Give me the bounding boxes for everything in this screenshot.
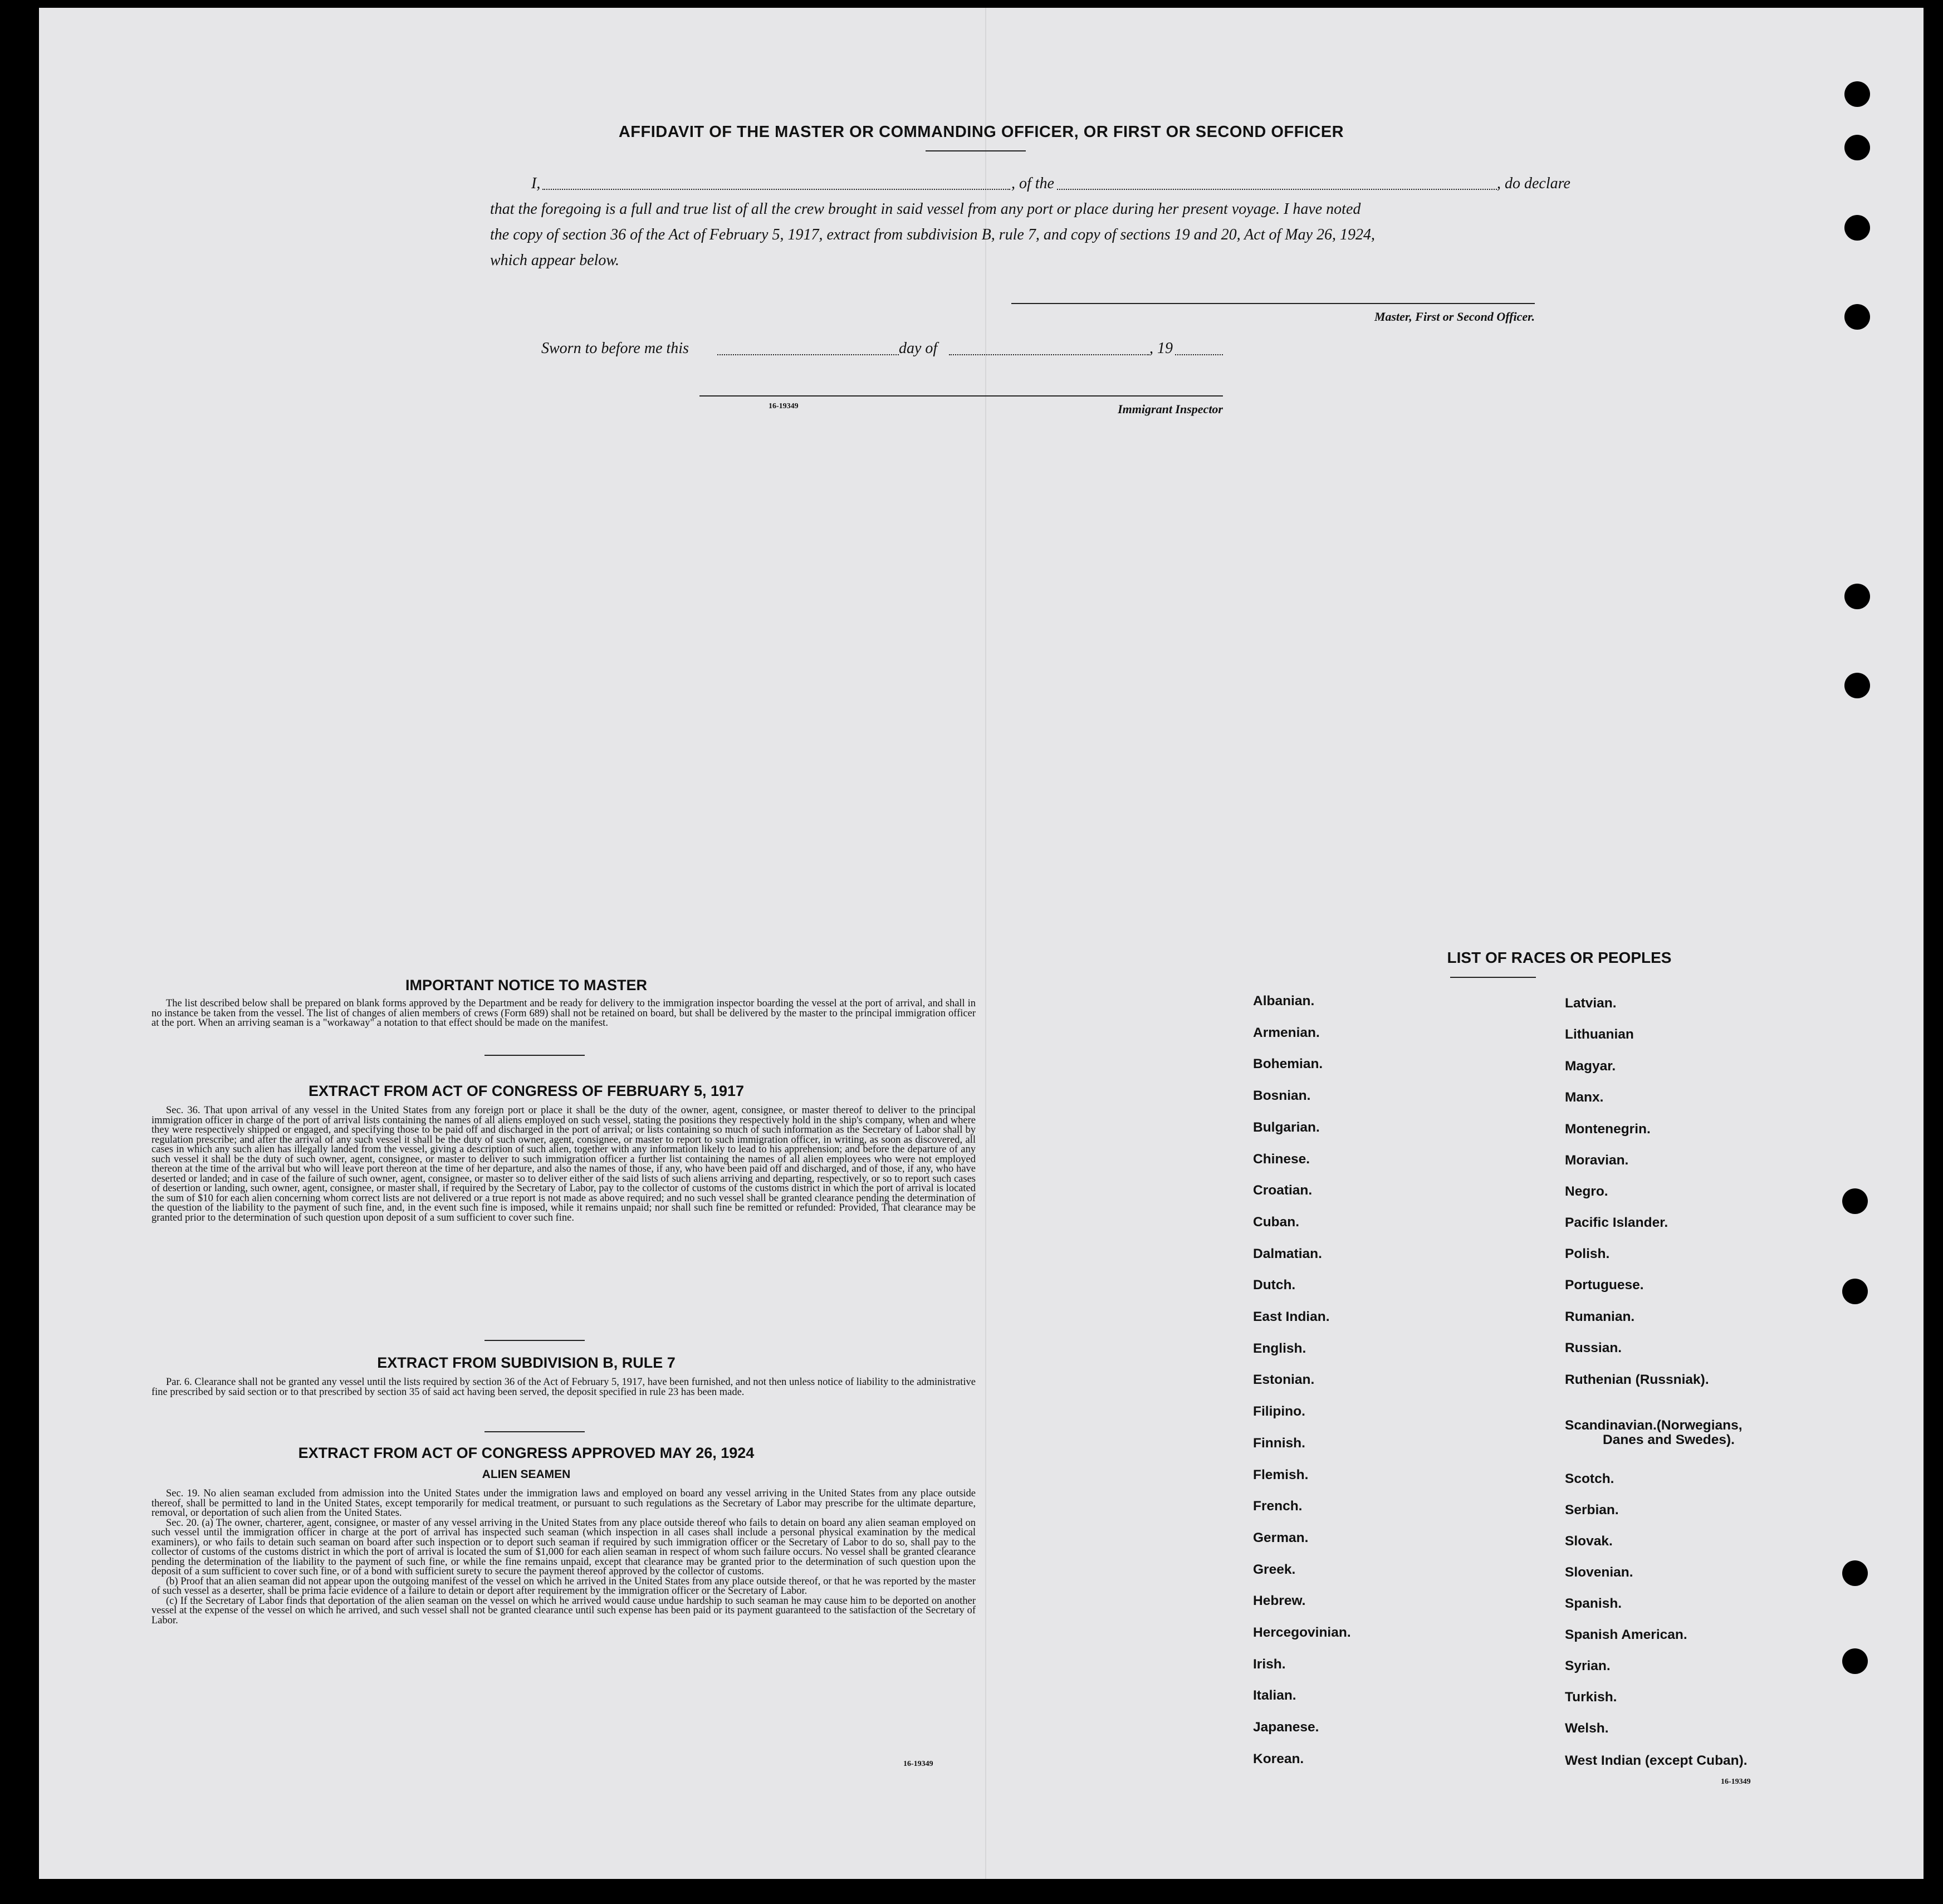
race-item: Portuguese.: [1565, 1278, 1644, 1293]
extract-rule7-text: [151, 1378, 976, 1397]
section-divider: [484, 1340, 585, 1341]
punch-hole: [1842, 1648, 1868, 1674]
race-item: Albanian.: [1253, 993, 1315, 1009]
punch-hole: [1844, 304, 1870, 330]
race-item: Spanish American.: [1565, 1627, 1687, 1642]
sec19-paragraph: Sec. 19. No alien seaman excluded from admission into the United States under the immigration laws and employed on board any vessel arriving in the United States from any place outside thereof, shall be permitted to land in the United States, except temporarily for medical treatment, or pursuant to such regulations as the Secretary of Labor may prescribe for the ultimate departure, removal, or deportation of such alien from the United States.: [151, 1488, 976, 1519]
race-item: Manx.: [1565, 1090, 1604, 1105]
inspector-signature-line[interactable]: [699, 395, 1223, 397]
punch-hole: [1844, 215, 1870, 241]
races-form-number: 16-19349: [1721, 1778, 1751, 1786]
affidavit-body-line: that the foregoing is a full and true list of all the crew brought in said vessel from any port or place during her present voyage. I have noted: [490, 200, 1361, 218]
extract-rule7-heading: EXTRACT FROM SUBDIVISION B, RULE 7: [377, 1354, 676, 1371]
sworn-month-field[interactable]: [949, 354, 1149, 355]
punch-hole: [1842, 1279, 1868, 1304]
race-item: Polish.: [1565, 1246, 1610, 1261]
race-item: Dalmatian.: [1253, 1246, 1322, 1261]
race-item: Japanese.: [1253, 1720, 1319, 1735]
year-prefix-label: , 19: [1149, 340, 1173, 357]
race-item: Russian.: [1565, 1340, 1622, 1355]
races-heading: LIST OF RACES OR PEOPLES: [1447, 949, 1672, 966]
race-item: Flemish.: [1253, 1467, 1309, 1482]
affidavit-i-label: I,: [531, 175, 541, 192]
race-item: Welsh.: [1565, 1721, 1609, 1736]
inspector-caption: Immigrant Inspector: [1118, 402, 1223, 416]
section-divider: [484, 1431, 585, 1432]
race-item: Slovenian.: [1565, 1565, 1633, 1580]
race-item: Cuban.: [1253, 1215, 1300, 1230]
race-item: Korean.: [1253, 1751, 1304, 1766]
race-item: Serbian.: [1565, 1502, 1619, 1518]
punch-hole: [1844, 673, 1870, 698]
document-sheet: [39, 8, 1924, 1879]
race-item: Greek.: [1253, 1562, 1296, 1577]
race-item: Filipino.: [1253, 1404, 1305, 1419]
punch-hole: [1842, 1560, 1868, 1586]
affidavit-form-number: 16-19349: [769, 402, 799, 410]
races-underline: [1450, 977, 1536, 978]
race-item: Slovak.: [1565, 1534, 1613, 1549]
race-item: Hebrew.: [1253, 1593, 1306, 1608]
race-item: Estonian.: [1253, 1372, 1315, 1387]
punch-hole: [1844, 584, 1870, 609]
day-of-label: day of: [899, 340, 938, 357]
notice-heading: IMPORTANT NOTICE TO MASTER: [405, 977, 647, 993]
race-item: Finnish.: [1253, 1436, 1305, 1451]
race-item: English.: [1253, 1341, 1306, 1356]
race-item: Armenian.: [1253, 1025, 1320, 1040]
declarant-name-field[interactable]: [542, 189, 1010, 190]
sec36-paragraph: Sec. 36. That upon arrival of any vessel in the United States from any foreign port or place it shall be the duty of the owner, agent, consignee, or master thereof to deliver to the principal immigration officer in charge of the port of arrival lists containing the names of all aliens employed on such vessel, stating the positions they respectively hold in the ship's company, when and where they were respectively shipped or engaged, and specifying those to be paid off and discharged in the port of arrival; or lists containing so much of such information as the Secretary of Labor shall by regulation prescribe; and after the arrival of any such vessel it shall be the duty of such owner, agent, consignee, or master to report to such immigration officer, in writing, as soon as discovered, all cases in which any such alien has illegally landed from the vessel, giving a description of such alien, together with any information likely to lead to his apprehension; and before the departure of any such vessel it shall be the duty of such owner, agent, consignee, or master to deliver to such immigration officer a further list containing the names of all alien employees who were not employed thereon at the time of the arrival but who will leave port thereon at the time of her departure, and also the names of those, if any, who have been paid off and discharged, and of those, if any, who have deserted or landed; and in case of the failure of such owner, agent, consignee, or master so to deliver either of the said lists of such aliens arriving and departing, respectively, or so to report such cases of desertion or landing, such owner, agent, consignee, or master shall, if required by the Secretary of Labor, pay to the collector of customs of the customs district in which the port of arrival is located the sum of $10 for each alien concerning whom correct lists are not delivered or a true report is not made as above required; and no such vessel shall be granted clearance pending the determination of the question of the liability to the payment of such fine, and, in the event such fine is imposed, while it remains unpaid; nor shall such fine be remitted or refunded: Provided, That clearance may be granted prior to the determination of such question upon deposit of a sum sufficient to cover such fine.: [151, 1105, 976, 1223]
affidavit-title: AFFIDAVIT OF THE MASTER OR COMMANDING OFFICER, OR FIRST OR SECOND OFFICER: [618, 123, 1344, 141]
race-item: Irish.: [1253, 1657, 1286, 1672]
race-item: Turkish.: [1565, 1690, 1617, 1705]
race-item: Spanish.: [1565, 1596, 1622, 1611]
race-item: Negro.: [1565, 1184, 1608, 1199]
race-item: Croatian.: [1253, 1183, 1313, 1198]
extract-1924-text: [151, 1489, 976, 1626]
master-signature-line[interactable]: [1011, 303, 1535, 304]
race-item: French.: [1253, 1499, 1303, 1514]
race-item: Danes and Swedes).: [1603, 1432, 1735, 1447]
sec20b-paragraph: (b) Proof that an alien seaman did not appear upon the outgoing manifest of the vessel on which he arrived in the United States from any place outside thereof, or that he was reported by the master of such vessel as a deserter, shall be prima facie evidence of a failure to detain or deport after requirement by the immigration officer or the Secretary of Labor.: [151, 1575, 976, 1597]
par6-paragraph: Par. 6. Clearance shall not be granted any vessel until the lists required by section 36 of the Act of February 5, 1917, have been furnished, and not then unless notice of liability to the administrative fine prescribed by said section or to that prescribed by section 35 of said act having been served, the deposit specified in rule 23 has been made.: [151, 1377, 976, 1398]
race-item: Bulgarian.: [1253, 1120, 1320, 1135]
sworn-day-field[interactable]: [717, 354, 899, 355]
sworn-year-field[interactable]: [1175, 354, 1223, 355]
race-item: Montenegrin.: [1565, 1122, 1651, 1137]
sworn-label: Sworn to before me this: [541, 340, 689, 357]
extract-1917-text: [151, 1106, 976, 1223]
punch-hole: [1842, 1188, 1868, 1214]
extract-1924-heading: EXTRACT FROM ACT OF CONGRESS APPROVED MAY 26, 1924: [298, 1445, 755, 1461]
race-item: Syrian.: [1565, 1658, 1611, 1673]
affidavit-body-line: the copy of section 36 of the Act of February 5, 1917, extract from subdivision B, rule 7, and copy of sections 19 and 20, Act of May 26, 1924,: [490, 226, 1376, 243]
notice-text: [151, 999, 976, 1029]
vessel-name-field[interactable]: [1057, 189, 1497, 190]
alien-seamen-subheading: ALIEN SEAMEN: [482, 1468, 571, 1481]
race-item: Scandinavian.(Norwegians,: [1565, 1418, 1743, 1433]
race-item: Dutch.: [1253, 1278, 1296, 1293]
race-item: Pacific Islander.: [1565, 1215, 1668, 1230]
race-item: West Indian (except Cuban).: [1565, 1753, 1748, 1768]
punch-hole: [1844, 81, 1870, 107]
affidavit-of-label: , of the: [1011, 175, 1054, 192]
extract-1917-heading: EXTRACT FROM ACT OF CONGRESS OF FEBRUARY 5, 1917: [308, 1083, 745, 1099]
race-item: Rumanian.: [1565, 1309, 1635, 1324]
race-item: Bohemian.: [1253, 1056, 1323, 1071]
race-item: Bosnian.: [1253, 1088, 1311, 1103]
extract-form-number: 16-19349: [903, 1760, 933, 1768]
notice-paragraph: The list described below shall be prepared on blank forms approved by the Department and be ready for delivery to the immigration inspector boarding the vessel at the port of arrival, and shall in no instance be taken from the vessel. The list of changes of alien members of crews (Form 689) shall not be retained on board, but shall be delivered by the master to the principal immigration officer at the port. When an arriving seaman is a "workaway" a notation to that effect should be made on the manifest.: [151, 998, 976, 1029]
race-item: Chinese.: [1253, 1152, 1310, 1167]
sec20a-paragraph: Sec. 20. (a) The owner, charterer, agent, consignee, or master of any vessel arriving in the United States from any place outside thereof who fails to detain on board any alien seaman employed on such vessel until the immigration officer in charge at the port of arrival has inspected such seaman (which inspection in all cases shall include a personal physical examination by the medical examiners), or who fails to detain such seaman on board after such inspection or to deport such seaman if required by such immigration officer or the Secretary of Labor to do so, shall pay to the collector of customs of the customs district in which the port of arrival is located the sum of $1,000 for each alien seaman in respect of whom such failure occurs. No vessel shall be granted clearance pending the determination of the liability to the payment of such fine, or while the fine remains unpaid, except that clearance may be granted prior to the determination of such question upon the deposit of a sum sufficient to cover such fine, or of a bond with sufficient surety to secure the payment thereof approved by the collector of customs.: [151, 1517, 976, 1577]
race-item: Italian.: [1253, 1688, 1296, 1703]
center-fold: [985, 8, 986, 1879]
master-caption: Master, First or Second Officer.: [1374, 310, 1535, 324]
race-item: German.: [1253, 1530, 1309, 1545]
affidavit-body-line: which appear below.: [490, 252, 620, 269]
title-underline: [926, 150, 1026, 151]
race-item: Moravian.: [1565, 1153, 1629, 1168]
race-item: Lithuanian: [1565, 1027, 1634, 1042]
race-item: East Indian.: [1253, 1309, 1330, 1324]
race-item: Latvian.: [1565, 996, 1617, 1011]
section-divider: [484, 1055, 585, 1056]
race-item: Magyar.: [1565, 1059, 1616, 1074]
race-item: Ruthenian (Russniak).: [1565, 1372, 1709, 1387]
sec20c-paragraph: (c) If the Secretary of Labor finds that deportation of the alien seaman on the vessel on which he arrived would cause undue hardship to such seaman he may cause him to be deported on another vessel at the expense of the vessel on which he arrived, and such vessel shall not be granted clearance until such expense has been paid or its payment guaranteed to the satisfaction of the Secretary of Labor.: [151, 1595, 976, 1626]
race-item: Hercegovinian.: [1253, 1625, 1351, 1640]
affidavit-declare-label: , do declare: [1497, 175, 1570, 192]
race-item: Scotch.: [1565, 1471, 1614, 1486]
